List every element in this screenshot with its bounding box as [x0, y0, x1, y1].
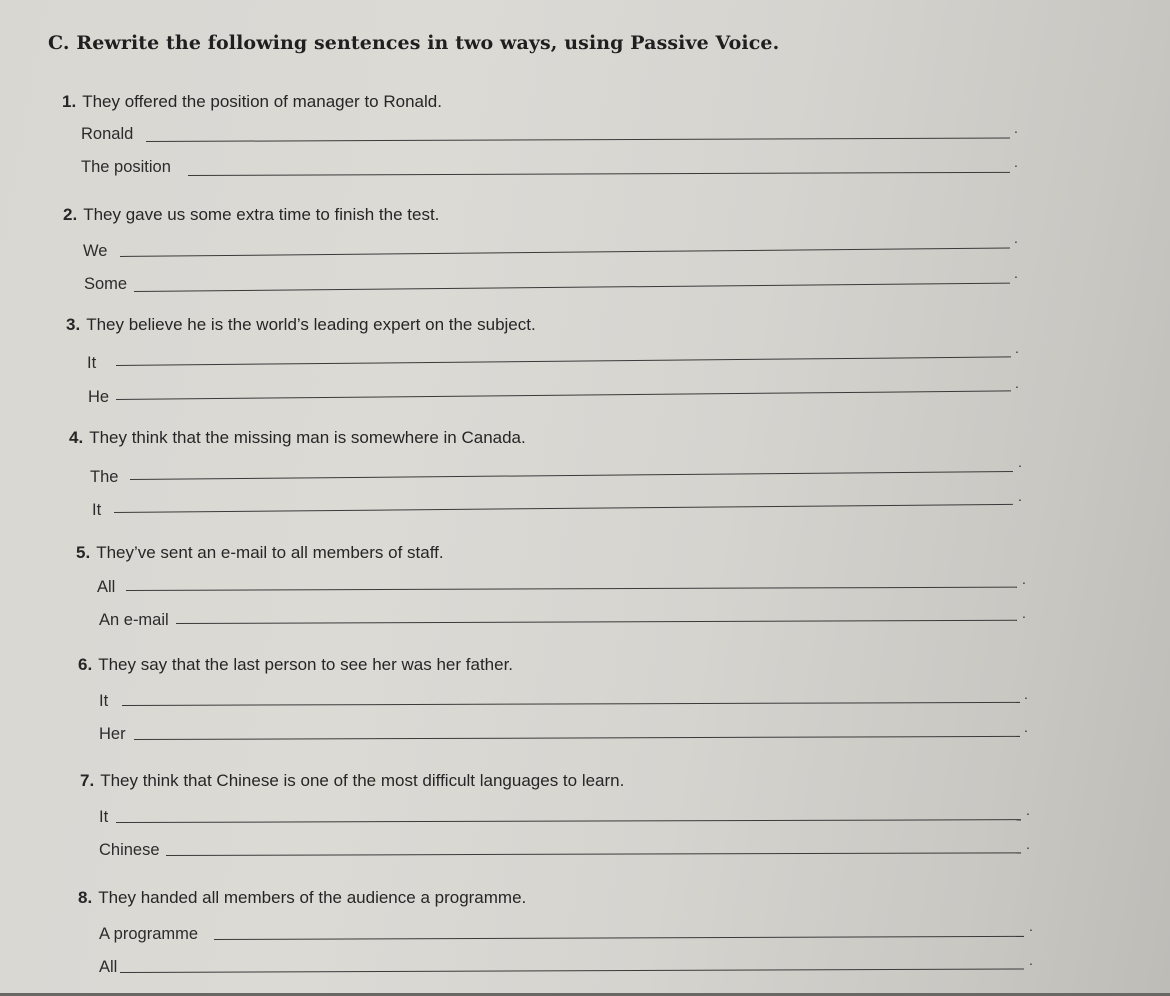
answer-blank-8a[interactable] [214, 936, 1024, 940]
answer-prompt: We [83, 242, 108, 260]
answer-prompt: A programme [99, 925, 199, 943]
answer-blank-3b[interactable] [116, 390, 1011, 400]
answer-end-mark: . [1014, 230, 1018, 246]
answer-end-mark: . [1015, 375, 1019, 391]
question-4 [69, 428, 526, 448]
answer-blank-1b[interactable] [188, 172, 1010, 176]
question-number: 5. [76, 543, 91, 562]
answer-end-mark: . [1026, 836, 1030, 852]
question-number: 7. [80, 771, 95, 790]
answer-prompt: The [90, 468, 119, 486]
answer-blank-8b[interactable] [120, 969, 1024, 973]
question-number: 1. [62, 92, 77, 111]
answer-end-mark: . [1018, 488, 1022, 504]
answer-blank-6a[interactable] [122, 702, 1020, 706]
question-number: 6. [78, 655, 93, 674]
question-2 [63, 205, 439, 225]
answer-prompt: He [88, 388, 110, 406]
answer-end-mark: . [1029, 952, 1033, 968]
answer-end-mark: . [1022, 605, 1026, 621]
answer-end-mark: . [1024, 686, 1028, 702]
question-text: They’ve sent an e-mail to all members of staff. [96, 543, 444, 562]
answer-prompt: Her [99, 725, 126, 743]
answer-blank-5b[interactable] [176, 620, 1017, 624]
answer-end-mark: . [1015, 340, 1019, 356]
answer-prompt: It [87, 354, 97, 372]
question-text: They gave us some extra time to finish the test. [83, 205, 440, 224]
exercise-heading: C. Rewrite the following sentences in two ways, using Passive Voice. [48, 32, 780, 54]
answer-end-mark: . [1018, 454, 1022, 470]
question-1 [62, 92, 442, 112]
answer-blank-7b[interactable] [166, 852, 1021, 856]
answer-blank-6b[interactable] [134, 736, 1020, 740]
answer-end-mark: . [1014, 265, 1018, 281]
question-number: 4. [69, 428, 84, 447]
answer-blank-3a[interactable] [116, 356, 1011, 366]
answer-prompt: The position [81, 158, 171, 176]
answer-prompt: It [99, 808, 109, 826]
answer-end-mark: . [1014, 120, 1018, 136]
answer-end-mark: . [1024, 719, 1028, 735]
answer-end-mark: . [1026, 802, 1030, 818]
answer-prompt: It [99, 692, 109, 710]
answer-end-mark: . [1014, 154, 1018, 170]
answer-prompt: All [97, 578, 116, 596]
answer-blank-4b[interactable] [114, 504, 1013, 513]
answer-end-mark: . [1029, 918, 1033, 934]
answer-blank-1a[interactable] [146, 138, 1010, 142]
answer-prompt: Some [84, 275, 128, 293]
question-number: 3. [66, 315, 81, 334]
question-number: 8. [78, 888, 93, 907]
answer-prompt: An e-mail [99, 611, 169, 629]
question-number: 2. [63, 205, 78, 224]
question-5 [76, 543, 444, 563]
answer-prompt: Chinese [99, 841, 160, 859]
answer-prompt: Ronald [81, 125, 134, 143]
question-8 [78, 888, 526, 908]
answer-blank-5a[interactable] [126, 587, 1017, 591]
question-text: They say that the last person to see her was her father. [98, 655, 514, 674]
answer-blank-7a[interactable] [116, 819, 1021, 823]
question-text: They think that Chinese is one of the most difficult languages to learn. [100, 771, 625, 790]
answer-blank-4a[interactable] [130, 471, 1013, 480]
question-text: They believe he is the world’s leading expert on the subject. [86, 315, 536, 334]
question-7 [80, 771, 624, 791]
question-3 [66, 315, 536, 335]
question-text: They think that the missing man is somewhere in Canada. [89, 428, 526, 447]
answer-prompt: All [99, 958, 118, 976]
answer-prompt: It [92, 501, 102, 519]
question-6 [78, 655, 513, 675]
question-text: They offered the position of manager to Ronald. [82, 92, 442, 111]
answer-blank-2a[interactable] [120, 247, 1010, 257]
answer-end-mark: . [1022, 571, 1026, 587]
answer-blank-2b[interactable] [134, 283, 1010, 292]
question-text: They handed all members of the audience a programme. [98, 888, 527, 907]
